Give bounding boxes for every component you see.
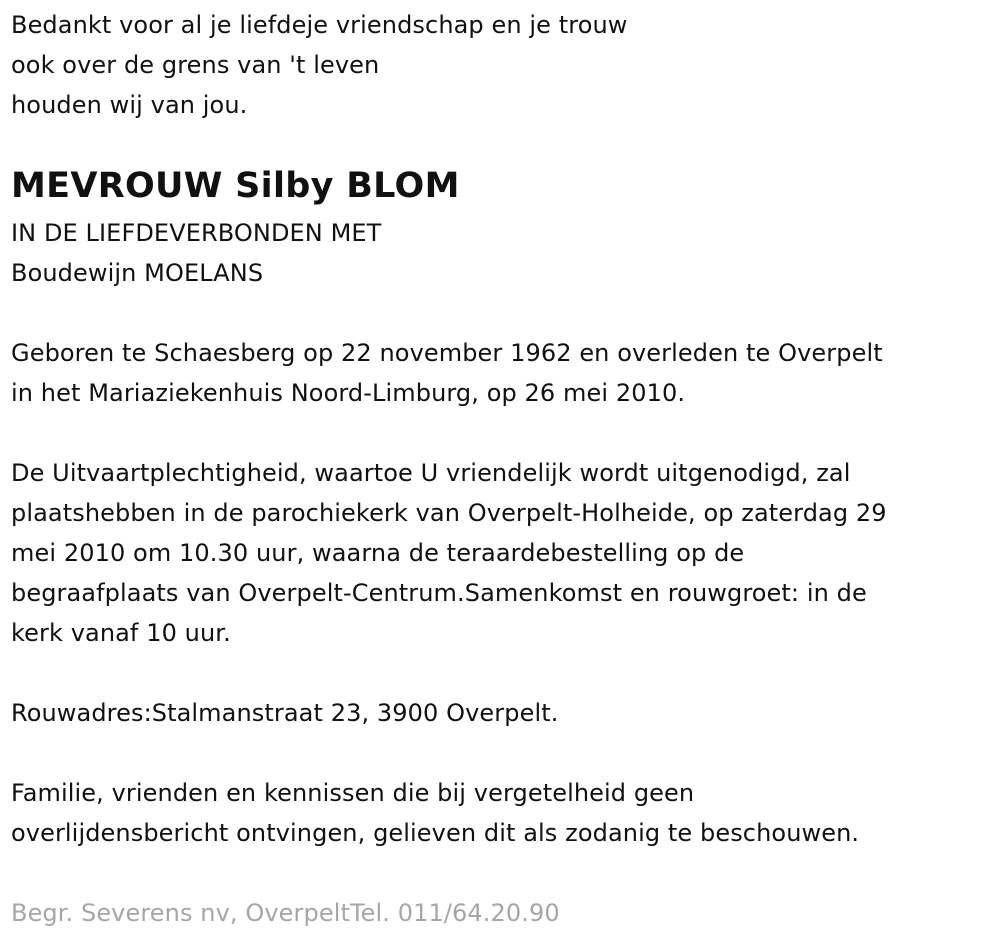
paragraph-line: Geboren te Schaesberg op 22 november 1962 en overleden te Overpelt: [11, 339, 883, 367]
partner-name: Boudewijn MOELANS: [11, 259, 264, 287]
mourning-address: Rouwadres:Stalmanstraat 23, 3900 Overpelt.: [11, 699, 559, 727]
poem-line: ook over de grens van 't leven: [11, 51, 380, 79]
paragraph-line: mei 2010 om 10.30 uur, waarna de teraardebestelling op de: [11, 539, 745, 567]
family-notice: [11, 773, 859, 853]
funeral-paragraph: [11, 453, 887, 653]
paragraph-line: overlijdensbericht ontvingen, gelieven dit als zodanig te beschouwen.: [11, 819, 860, 847]
birth-death-paragraph: [11, 333, 883, 413]
deceased-name: MEVROUW Silby BLOM: [11, 166, 460, 206]
paragraph-line: kerk vanaf 10 uur.: [11, 619, 231, 647]
partner-line: IN DE LIEFDEVERBONDEN MET: [11, 219, 382, 247]
paragraph-line: begraafplaats van Overpelt-Centrum.Samenkomst en rouwgroet: in de: [11, 579, 867, 607]
paragraph-line: Familie, vrienden en kennissen die bij vergetelheid geen: [11, 779, 695, 807]
funeral-home-footer: Begr. Severens nv, OverpeltTel. 011/64.20.90: [11, 899, 560, 927]
partner-block: [11, 213, 381, 293]
paragraph-line: plaatshebben in de parochiekerk van Overpelt-Holheide, op zaterdag 29: [11, 499, 887, 527]
poem-line: Bedankt voor al je liefdeje vriendschap en je trouw: [11, 11, 628, 39]
poem-line: houden wij van jou.: [11, 91, 248, 119]
paragraph-line: De Uitvaartplechtigheid, waartoe U vriendelijk wordt uitgenodigd, zal: [11, 459, 851, 487]
poem: [11, 5, 628, 125]
paragraph-line: in het Mariaziekenhuis Noord-Limburg, op 26 mei 2010.: [11, 379, 686, 407]
